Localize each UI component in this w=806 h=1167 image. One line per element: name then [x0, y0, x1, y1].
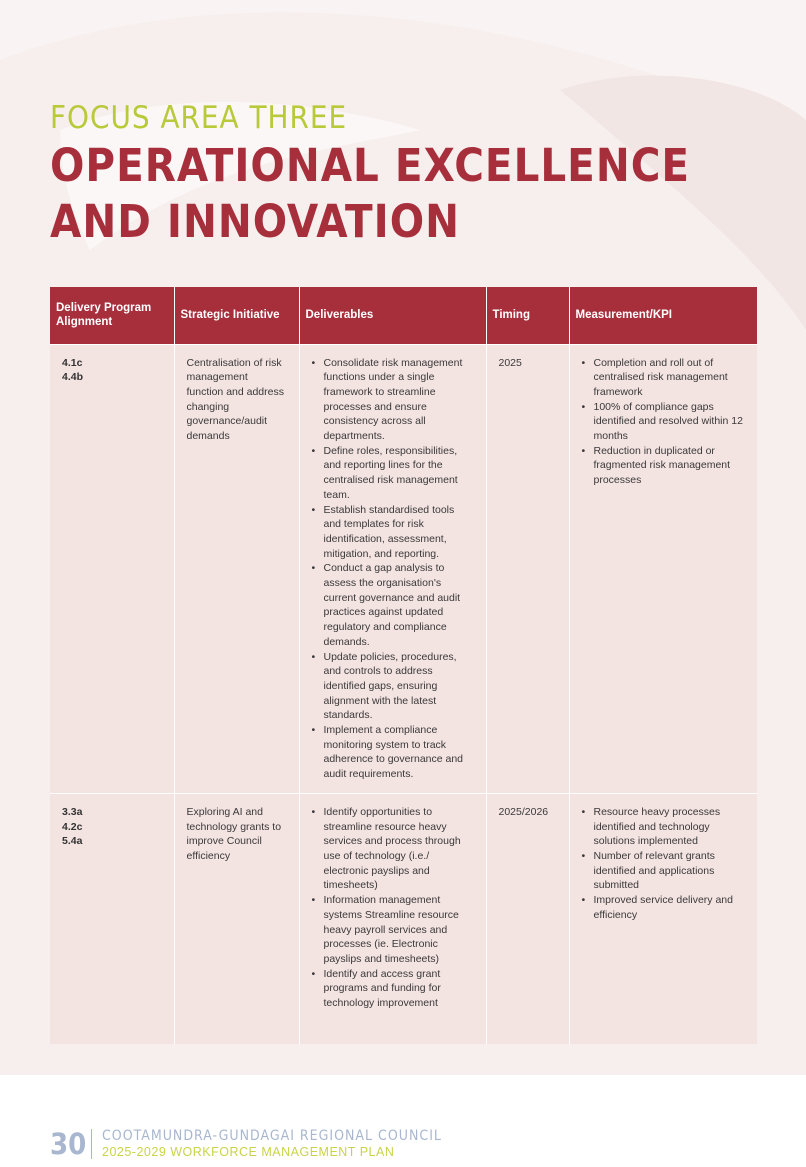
page-number: 30 [50, 1127, 87, 1161]
table-header-row [50, 287, 757, 344]
alignment-code: 4.2c [62, 820, 83, 833]
title-line-1: OPERATIONAL EXCELLENCE [50, 139, 691, 192]
kpi-item: • Reduction in duplicated or fragmented risk management processes [582, 444, 746, 488]
timing-cell: 2025 [486, 344, 569, 793]
deliverables-cell [299, 344, 486, 793]
deliverable-item: • Define roles, responsibilities, and reporting lines for the centralised risk management team. [312, 444, 474, 503]
column-header: Delivery Program Alignment [50, 287, 174, 344]
column-header: Measurement/KPI [569, 287, 757, 344]
page-title [50, 138, 690, 250]
kpi-item: • 100% of compliance gaps identified and resolved within 12 months [582, 400, 746, 444]
initiatives-table [50, 287, 757, 1044]
alignment-code: 5.4a [62, 835, 83, 848]
column-header: Deliverables [299, 287, 486, 344]
kpi-item: • Resource heavy processes identified and technology solutions implemented [582, 805, 746, 849]
initiative-cell: Exploring AI and technology grants to improve Council efficiency [174, 793, 299, 1044]
table-row [50, 344, 757, 793]
initiative-cell: Centralisation of risk management function and address changing governance/audit demands [174, 344, 299, 793]
deliverable-item: • Identify opportunities to streamline resource heavy services and process through use of technology (i.e./ electronic payslips and timesheets) [312, 805, 474, 893]
deliverables-cell [299, 793, 486, 1044]
alignment-cell [50, 344, 174, 793]
kpi-item: • Number of relevant grants identified and applications submitted [582, 849, 746, 893]
footer-divider [91, 1129, 92, 1159]
alignment-code: 4.1c [62, 356, 83, 369]
kpi-cell [569, 344, 757, 793]
timing-cell: 2025/2026 [486, 793, 569, 1044]
deliverable-item: • Information management systems Streamline resource heavy payroll services and processes (ie. Electronic payslips and timesheets) [312, 893, 474, 967]
title-line-2: AND INNOVATION [50, 195, 461, 248]
kpi-cell [569, 793, 757, 1044]
plan-name: 2025-2029 WORKFORCE MANAGEMENT PLAN [102, 1145, 395, 1159]
deliverable-item: • Consolidate risk management functions under a single framework to streamline processes and ensure consistency across all departments. [312, 356, 474, 444]
alignment-code: 3.3a [62, 805, 83, 818]
kpi-item: • Improved service delivery and efficiency [582, 893, 746, 922]
alignment-cell [50, 793, 174, 1044]
page-heading [50, 100, 690, 250]
deliverable-item: • Implement a compliance monitoring system to track adherence to governance and audit requirements. [312, 723, 474, 782]
deliverable-item: • Update policies, procedures, and controls to address identified gaps, ensuring alignment with the latest standards. [312, 650, 474, 724]
deliverable-item: • Establish standardised tools and templates for risk identification, assessment, mitigation, and reporting. [312, 503, 474, 562]
council-name: COOTAMUNDRA-GUNDAGAI REGIONAL COUNCIL [102, 1128, 442, 1144]
alignment-code: 4.4b [62, 371, 84, 384]
deliverable-item: • Identify and access grant programs and funding for technology improvement [312, 967, 474, 1011]
column-header: Timing [486, 287, 569, 344]
table-row [50, 793, 757, 1044]
deliverable-item: • Conduct a gap analysis to assess the organisation's current governance and audit practices against updated regulatory and compliance demands. [312, 561, 474, 649]
kpi-item: • Completion and roll out of centralised risk management framework [582, 356, 746, 400]
column-header: Strategic Initiative [174, 287, 299, 344]
focus-area-label: FOCUS AREA THREE [50, 100, 348, 136]
